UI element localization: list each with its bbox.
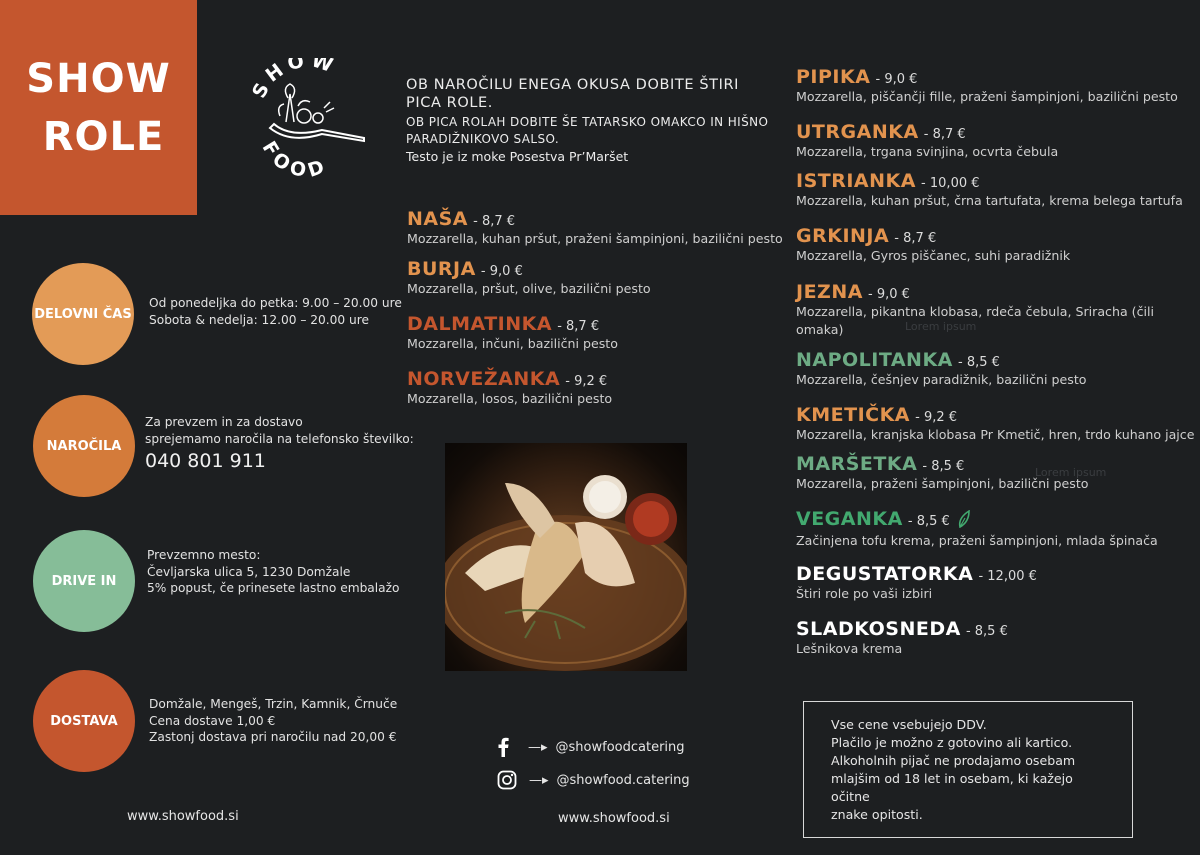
intro-line-3: OB PICA ROLAH DOBITE ŠE TATARSKO OMAKCO IN HIŠNO: [406, 115, 769, 129]
menu-item-burja: [407, 258, 651, 298]
menu-item-nasa: [407, 208, 783, 248]
menu-item-price: 8,5 €: [916, 514, 950, 529]
drive-in-circle: [33, 530, 135, 632]
menu-item-name: NAŠA: [407, 208, 468, 230]
price-separator: -: [473, 214, 478, 229]
delivery-areas: Domžale, Mengeš, Trzin, Kamnik, Črnuče: [149, 697, 398, 711]
intro-line-4: PARADIŽNIKOVO SALSO.: [406, 132, 560, 146]
menu-item-name: DEGUSTATORKA: [796, 563, 974, 585]
menu-item-name: VEGANKA: [796, 508, 903, 530]
menu-item-desc: Štiri role po vaši izbiri: [796, 586, 933, 601]
arrow-icon: —▸: [528, 739, 548, 755]
facebook-link[interactable]: [496, 737, 685, 757]
drive-in-discount: 5% popust, če prinesete lastno embalažo: [147, 581, 400, 595]
orders-circle: [33, 395, 135, 497]
menu-item-desc: Mozzarella, trgana svinjina, ocvrta čebula: [796, 144, 1059, 159]
menu-item-price: 8,7 €: [932, 127, 966, 142]
brand-line-1: SHOW: [26, 55, 171, 102]
delivery-price: Cena dostave 1,00 €: [149, 713, 276, 728]
drive-in-info: [147, 547, 400, 597]
notice-line-1: Vse cene vsebujejo DDV.: [831, 717, 987, 732]
orders-label: NAROČILA: [46, 438, 122, 454]
menu-item-price: 9,0 €: [884, 72, 918, 87]
menu-item-price: 8,5 €: [966, 355, 1000, 370]
leaf-icon: [957, 510, 971, 532]
facebook-handle[interactable]: @showfoodcatering: [555, 739, 685, 755]
intro-text: [406, 76, 776, 165]
menu-item-desc: Mozzarella, kuhan pršut, praženi šampinjoni, bazilični pesto: [407, 231, 783, 246]
menu-item-price: 9,0 €: [489, 264, 523, 279]
price-separator: -: [978, 569, 984, 584]
hours-weekday: Od ponedeljka do petka: 9.00 – 20.00 ure: [149, 296, 402, 310]
hours-info: [149, 295, 402, 328]
price-separator: -: [923, 127, 929, 142]
price-separator: -: [957, 355, 963, 370]
intro-line-2: PICA ROLE.: [406, 95, 494, 111]
price-separator: -: [480, 264, 486, 279]
menu-item-napolitanka: [796, 349, 1086, 389]
menu-item-veganka: [796, 508, 1158, 550]
logo-bottom-text: FOOD: [257, 137, 332, 178]
delivery-circle: [33, 670, 135, 772]
intro-testo: Testo je iz moke Posestva Pr’Maršet: [406, 149, 629, 164]
menu-item-desc: Mozzarella, pršut, olive, bazilični pesto: [407, 281, 651, 296]
notice-line-3: Alkoholnih pijač ne prodajamo osebam: [831, 753, 1076, 768]
menu-item-desc: Mozzarella, pikantna klobasa, rdeča čebula, Sriracha (čili: [796, 304, 1155, 319]
delivery-info: [149, 696, 397, 746]
menu-item-name: UTRGANKA: [796, 121, 919, 143]
menu-item-norvezanka: [407, 368, 612, 408]
hours-label: DELOVNI ČAS: [34, 306, 132, 322]
menu-item-desc: Mozzarella, losos, bazilični pesto: [407, 391, 613, 406]
menu-item-price: 8,7 €: [566, 319, 600, 334]
menu-item-name: PIPIKA: [796, 66, 871, 88]
instagram-handle[interactable]: @showfood.catering: [556, 772, 690, 788]
menu-item-grkinja: [796, 225, 1070, 265]
price-separator: -: [868, 287, 873, 302]
ghost-placeholder-text: Lorem ipsum: [905, 320, 977, 333]
price-separator: -: [915, 410, 920, 425]
delivery-free: Zastonj dostava pri naročilu nad 20,00 €: [149, 730, 397, 744]
menu-item-price: 8,5 €: [931, 459, 965, 474]
menu-item-desc: Mozzarella, kuhan pršut, črna tartufata, krema belega tartufa: [796, 193, 1183, 208]
price-separator: -: [565, 374, 570, 389]
menu-item-desc: Lešnikova krema: [796, 641, 903, 656]
menu-item-price: 12,00 €: [987, 569, 1037, 584]
notice-line-2: Plačilo je možno z gotovino ali kartico.: [831, 735, 1073, 750]
menu-item-utrganka: [796, 121, 1058, 161]
food-photo: [445, 443, 687, 671]
menu-item-price: 9,0 €: [876, 287, 910, 302]
menu-item-desc: Mozzarella, Gyros piščanec, suhi paradižnik: [796, 248, 1071, 263]
menu-item-kmeticka: [796, 404, 1194, 444]
notice-line-5: znake opitosti.: [831, 807, 923, 822]
facebook-icon: [496, 737, 510, 757]
menu-item-desc: Mozzarella, inčuni, bazilični pesto: [407, 336, 618, 351]
menu-item-desc: Mozzarella, kranjska klobasa Pr Kmetič, hren, trdo kuhano jajce: [796, 427, 1195, 442]
menu-item-price: 8,5 €: [974, 624, 1008, 639]
drive-in-address: Čevljarska ulica 5, 1230 Domžale: [147, 564, 351, 579]
showfood-logo: [240, 58, 380, 178]
menu-item-desc: Mozzarella, piščančji fille, praženi šampinjoni, bazilični pesto: [796, 89, 1178, 104]
price-separator: -: [875, 72, 881, 87]
menu-item-desc: Mozzarella, praženi šampinjoni, bazilični pesto: [796, 476, 1089, 491]
menu-item-desc: Začinjena tofu krema, praženi šampinjoni, mlada špinača: [796, 532, 1158, 548]
intro-line-1: OB NAROČILU ENEGA OKUSA DOBITE ŠTIRI: [406, 77, 740, 93]
menu-item-price: 9,2 €: [574, 374, 608, 389]
hours-weekend: Sobota & nedelja: 12.00 – 20.00 ure: [149, 312, 370, 327]
brand-block: [0, 0, 197, 215]
price-separator: -: [921, 176, 926, 191]
menu-item-desc-continued: omaka): [796, 322, 844, 337]
menu-item-name: BURJA: [407, 258, 476, 280]
price-separator: -: [965, 624, 971, 639]
phone-number[interactable]: 040 801 911: [145, 450, 266, 472]
menu-item-price: 8,7 €: [903, 231, 937, 246]
menu-item-desc: Mozzarella, češnjev paradižnik, bazilični pesto: [796, 372, 1087, 387]
hours-circle: [32, 263, 134, 365]
ghost-placeholder-text: Lorem ipsum: [1035, 466, 1107, 479]
notice-line-4: mlajšim od 18 let in osebam, ki kažejo očitne: [831, 771, 1073, 804]
orders-line-1: Za prevzem in za dostavo: [145, 415, 303, 429]
menu-item-name: NAPOLITANKA: [796, 349, 953, 371]
drive-in-line-1: Prevzemno mesto:: [147, 548, 261, 562]
menu-item-price: 10,00 €: [929, 176, 980, 191]
menu-item-name: JEZNA: [796, 281, 863, 303]
menu-item-name: GRKINJA: [796, 225, 890, 247]
orders-info: [145, 414, 414, 470]
price-separator: -: [894, 231, 899, 246]
svg-text:FOOD: [258, 138, 332, 178]
website-link-left[interactable]: www.showfood.si: [127, 809, 239, 824]
menu-item-name: NORVEŽANKA: [407, 368, 561, 390]
menu-item-istrianka: [796, 170, 1183, 210]
delivery-label: DOSTAVA: [50, 713, 118, 729]
notice-box: [803, 701, 1133, 838]
instagram-link[interactable]: [497, 770, 690, 790]
menu-item-name: ISTRIANKA: [796, 170, 916, 192]
menu-item-dalmatinka: [407, 313, 618, 353]
menu-item-pipika: [796, 66, 1178, 106]
menu-item-name: KMETIČKA: [796, 404, 911, 426]
menu-item-name: MARŠETKA: [796, 453, 918, 475]
arrow-icon: —▸: [529, 772, 549, 788]
orders-line-2: sprejemamo naročila na telefonsko številko:: [145, 431, 414, 446]
price-separator: -: [922, 459, 928, 474]
menu-item-price: 8,7 €: [481, 214, 516, 229]
menu-item-sladkosneda: [796, 618, 1008, 658]
menu-item-name: SLADKOSNEDA: [796, 618, 961, 640]
website-link-center[interactable]: www.showfood.si: [558, 811, 670, 826]
menu-item-price: 9,2 €: [923, 410, 958, 425]
menu-item-degustatorka: [796, 563, 1037, 603]
brand-line-2: ROLE: [42, 113, 165, 160]
price-separator: -: [557, 319, 562, 334]
instagram-icon: [497, 770, 517, 790]
logo-top-text: SHOW: [247, 58, 341, 102]
price-separator: -: [907, 514, 913, 529]
menu-item-name: DALMATINKA: [407, 313, 553, 335]
drive-in-label: DRIVE IN: [51, 573, 117, 589]
